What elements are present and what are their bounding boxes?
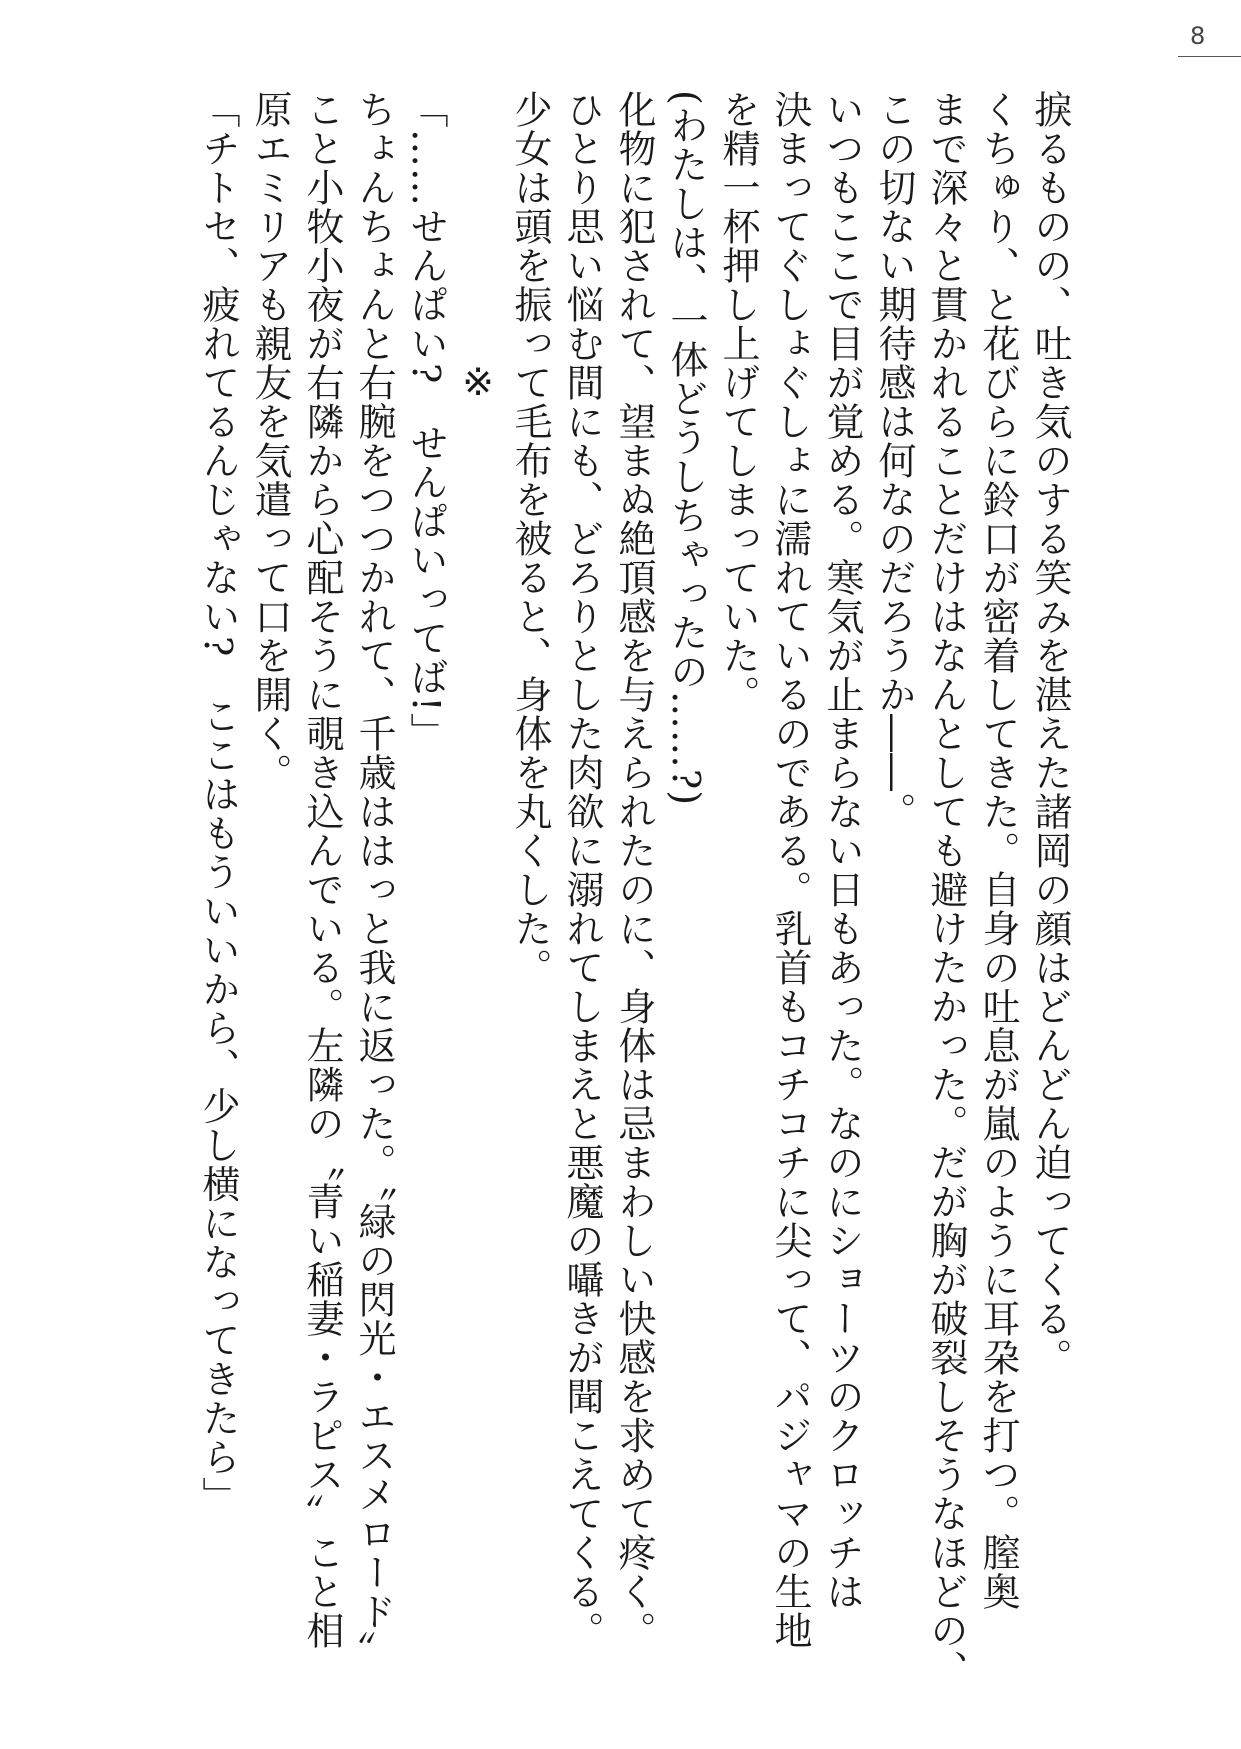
text-line: 原エミリアも親友を気遣って口を開く。 xyxy=(248,90,292,792)
text-line: 捩るものの、吐き気のする笑みを湛えた諸岡の顔はどんどん迫ってくる。 xyxy=(1028,90,1072,1377)
text-line: 「……せんぱい? せんぱいってば!」 xyxy=(404,90,448,752)
text-line: 少女は頭を振って毛布を被ると、身体を丸くした。 xyxy=(508,90,552,987)
text-line: ちょんちょんと右腕をつつかれて、千歳ははっと我に返った。〝緑の閃光・エスメロード〟 xyxy=(352,90,396,1670)
text-line: まで深々と貫かれることだけはなんとしても避けたかった。だが胸が破裂しそうなほどの、 xyxy=(924,90,968,1689)
text-line: 「チトセ、疲れてるんじゃない? ここはもういいから、少し横になってきたら」 xyxy=(196,90,240,1516)
text-line: (わたしは、一体どうしちゃったの……?) xyxy=(664,90,708,807)
text-line: 決まってぐしょぐしょに濡れているのである。乳首もコチコチに尖って、パジャマの生地 xyxy=(768,90,812,1650)
text-line: いつもここで目が覚める。寒気が止まらない日もあった。なのにショーツのクロッチは xyxy=(820,90,864,1611)
text-line: こと小牧小夜が右隣から心配そうに覗き込んでいる。左隣の〝青い稲妻・ラピス〟こと相 xyxy=(300,90,344,1650)
text-line: を精一杯押し上げてしまっていた。 xyxy=(716,90,760,714)
section-break-marker: ※ xyxy=(456,360,500,405)
page-number: 8 xyxy=(1190,22,1206,50)
vertical-text-body xyxy=(192,90,1076,1690)
text-line: この切ない期待感は何なのだろうか――。 xyxy=(872,90,916,831)
text-line: ひとり思い悩む間にも、どろりとした肉欲に溺れてしまえと悪魔の囁きが聞こえてくる。 xyxy=(560,90,604,1650)
text-line: くちゅり、と花びらに鈴口が密着してきた。自身の吐息が嵐のように耳朶を打つ。膣奥 xyxy=(976,90,1020,1611)
text-line: 化物に犯されて、望まぬ絶頂感を与えられたのに、身体は忌まわしい快感を求めて疼く。 xyxy=(612,90,656,1650)
page-number-rule xyxy=(1178,56,1241,57)
